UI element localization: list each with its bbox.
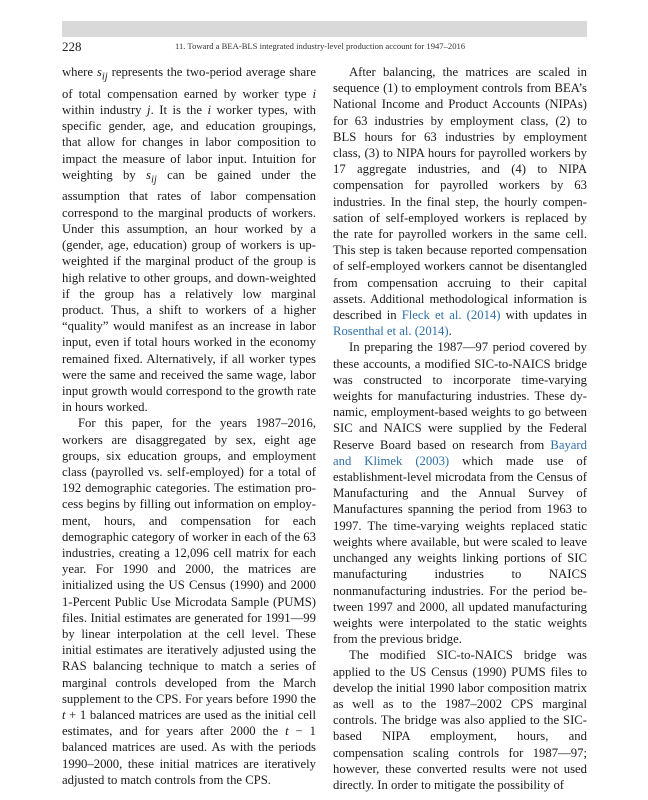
paragraph: For this paper, for the years 1987–2016, workers are disaggregated by sex, eight age groups, six education groups, and employment class (payrolled vs. self-employed) for a total of 192 demographic categories. The estimation process begins by filling out information on employment, hours, and compensation for each demographic category of worker in each of the 63 industries, creating a 12,096 cell matrix for each year. For 1990 and 2000, the matrices are initialized using the US Census (1990) and 2000 1-Percent Public Use Microdata Sample (PUMS) files. Initial estimates are generated for 1991—99 by linear interpolation at the cell level. These initial estimates are iteratively adjusted using the RAS balancing technique to match a series of marginal controls developed from the March supplement to the CPS. For years before 1990 the t + 1 balanced matrices are used as the initial cell estimates, and for years after 2000 the t − 1 balanced matrices are used. As with the periods 1990–2000, these initial matrices are iteratively adjusted to match controls from the CPS. xyxy=(62,416,316,787)
left-column xyxy=(62,64,316,788)
page-number: 228 xyxy=(62,39,82,54)
paragraph: After balancing, the matrices are scaled in sequence (1) to employment controls from BEA’s National Income and Product Accounts (NIPAs) for 63 industries by employment class, (2) to BLS hours for 63 industries by employment class, (3) to NIPA hours for payrolled workers by 17 aggregate industries, and (4) to NIPA compensation for payrolled workers by 63 industries. In the final step, the hourly compensation of self-employed workers is replaced by the rate for payrolled workers in the same cell. This step is taken because reported compensation of self-employed workers cannot be disentangled from compensation accruing to their capital assets. Additional methodological information is described in Fleck et al. (2014) with updates in Rosenthal et al. (2014). xyxy=(333,65,588,339)
paragraph: The modified SIC-to-NAICS bridge was applied to the US Census (1990) PUMS files to develop the initial 1990 labor composition matrix as well as to the 1987–2002 CPS marginal controls. The bridge was also applied to the SIC-based NIPA employment, hours, and compensation scaling controls for 1987—97; however, these converted results were not used directly. In order to mitigate the possibility of xyxy=(333,648,587,792)
paragraph: where $s_{ij}$ represents the two-period average share of total compensation earned by worker type i within industry j. It is the i worker types, with specific gender, age, and education groupings, that allow for changes in labor composition to impact the measure of labor input. Intuition for weighting by $s_{ij}$ can be gained under the assumption that rates of labor compensation correspond to the marginal products of workers. Under this assumption, an hour worked by a (gender, age, education) group of workers is up-weighted if the marginal product of the group is high relative to other groups, and down-weighted if the group has a relatively low marginal product. Thus, a shift to workers of a higher “quality” would manifest as an increase in labor input, even if total hours worked in the economy remained fixed. Alternatively, if all worker types were the same and received the same wage, labor input growth would correspond to the growth rate in hours worked. xyxy=(62,65,317,415)
paragraph: In preparing the 1987—97 period covered by these accounts, a modified SIC-to-NAICS bridge was constructed to incorporate time-varying weights for manufacturing industries. These dynamic, employment-based weights to go between SIC and NAICS were supplied by the Federal Reserve Board based on research from Bayard and Klimek (2003) which made use of establishment-level microdata from the Census of Manufacturing and the Annual Survey of Manufactures spanning the period from 1963 to 1997. The time-varying weights replaced static weights where available, but were scaled to leave unchanged any weights linking portions of SIC manufacturing industries to NAICS nonmanufacturing industries. For the period between 1997 and 2000, all updated manufacturing weights were interpolated to the static weights from the previous bridge. xyxy=(333,340,588,647)
running-header xyxy=(62,38,587,54)
citation-link[interactable]: Fleck et al. (2014) xyxy=(401,308,501,323)
citation-link[interactable]: Bayard and Klimek (2003) xyxy=(333,437,587,468)
citation-link[interactable]: Rosenthal et al. (2014) xyxy=(333,324,449,339)
right-column xyxy=(333,64,587,793)
header-bar xyxy=(62,21,587,37)
running-title: 11. Toward a BEA-BLS integrated industry-level production account for 1947–2016 xyxy=(175,41,466,51)
